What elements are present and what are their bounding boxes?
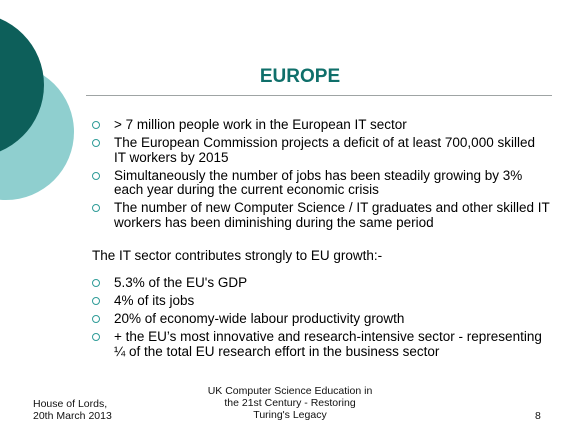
footer-venue: House of Lords,	[33, 398, 108, 410]
footer-event-line3: Turing's Legacy	[253, 409, 327, 421]
bullet-item: 4% of its jobs	[90, 294, 550, 309]
bullet-item: Simultaneously the number of jobs has been steadily growing by 3% each year during the current economic crisis	[90, 169, 550, 198]
bullet-item: The European Commission projects a deficit of at least 700,000 skilled IT workers by 2015	[90, 136, 550, 165]
page-number: 8	[535, 410, 541, 422]
footer-event-line1: UK Computer Science Education in	[207, 385, 373, 397]
bullet-list-top	[90, 118, 550, 234]
decorative-circles	[0, 0, 80, 240]
title-divider	[86, 95, 552, 96]
slide-title: EUROPE	[259, 66, 341, 87]
footer-center	[195, 385, 385, 421]
bullet-ring-icon	[92, 297, 100, 305]
bullet-ring-icon	[92, 139, 100, 147]
bullet-ring-icon	[92, 333, 100, 341]
bullet-list-bottom	[90, 276, 550, 363]
bullet-item: 5.3% of the EU's GDP	[90, 276, 550, 291]
bullet-item: > 7 million people work in the European IT sector	[90, 118, 550, 133]
bullet-ring-icon	[92, 315, 100, 323]
footer-left	[33, 398, 112, 422]
footer-event-line2: the 21st Century - Restoring	[224, 397, 356, 409]
bullet-item: The number of new Computer Science / IT graduates and other skilled IT workers has been diminishing during the same period	[90, 201, 550, 230]
bullet-item: + the EU’s most innovative and research-intensive sector - representing ¼ of the total EU research effort in the business sector	[90, 330, 550, 359]
bullet-ring-icon	[92, 121, 100, 129]
bullet-ring-icon	[92, 204, 100, 212]
bullet-ring-icon	[92, 172, 100, 180]
bullet-item: 20% of economy-wide labour productivity growth	[90, 312, 550, 327]
lead-text: The IT sector contributes strongly to EU growth:-	[92, 248, 383, 263]
footer-date: 20th March 2013	[33, 410, 112, 422]
bullet-ring-icon	[92, 279, 100, 287]
